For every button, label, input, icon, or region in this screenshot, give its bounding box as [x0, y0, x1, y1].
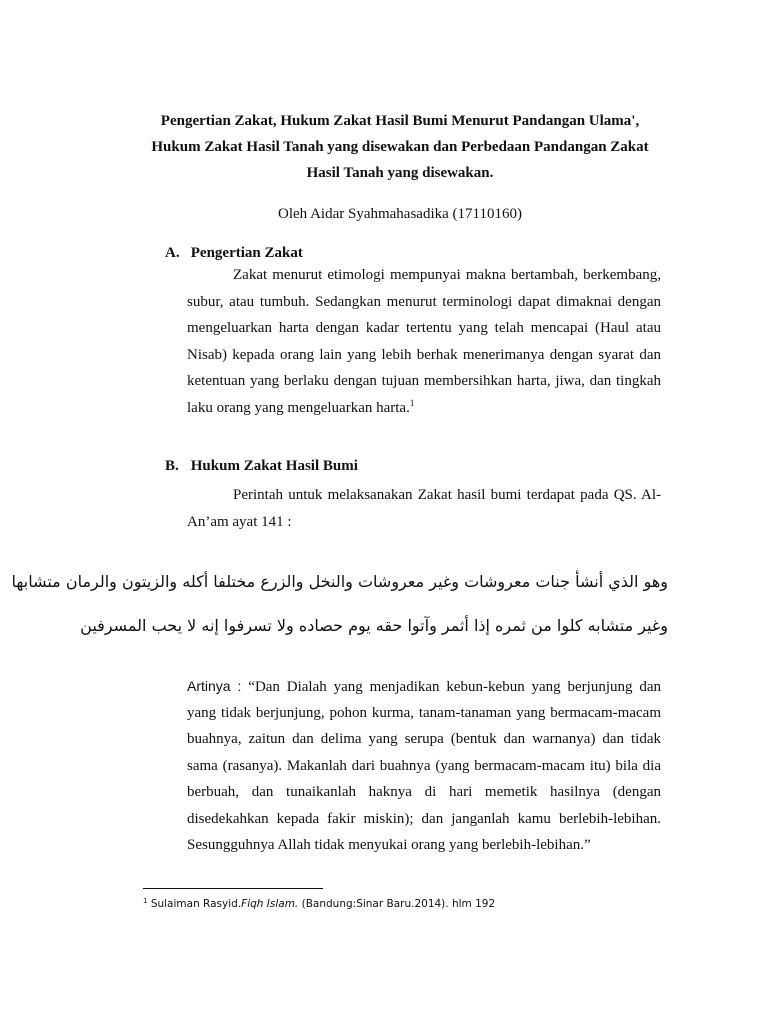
- section-b-heading: [165, 455, 358, 477]
- footnote-number: 1: [143, 897, 148, 905]
- translation-line: buahnya, zaitun dan delima yang serupa (bentuk dan warnanya) dan tidak: [187, 731, 661, 747]
- arabic-line: وغير متشابه كلوا من ثمره إذا أثمر وآتوا حقه يوم حصاده ولا تسرفوا إنه لا يحب المسرفين: [80, 616, 668, 635]
- translation-line: yang tidak berjunjung, pohon kurma, tanam-tanaman yang bermacam-macam: [187, 704, 661, 721]
- paragraph-line: Nisab) kepada orang lain yang lebih berhak menerimanya dengan syarat dan: [187, 346, 661, 363]
- translation-line-text: “Dan Dialah yang menjadikan kebun-kebun yang berjunjung dan: [248, 679, 661, 695]
- author-line: Oleh Aidar Syahmahasadika (17110160): [278, 206, 522, 222]
- footnote-ref[interactable]: 1: [409, 397, 415, 408]
- translation-first-line: [187, 678, 661, 705]
- paragraph-line: Perintah untuk melaksanakan Zakat hasil bumi terdapat pada QS. Al-: [233, 487, 661, 503]
- translation-line: berbuah, dan tunaikanlah haknya di hari memetik hasilnya (dengan: [187, 784, 661, 800]
- footnote-page: hlm 192: [451, 898, 496, 910]
- footnote-publisher: (Bandung:Sinar Baru.2014).: [301, 898, 449, 910]
- paragraph-line-text: laku orang yang mengeluarkan harta.: [187, 399, 410, 416]
- section-a-paragraph: [187, 262, 661, 421]
- footnote-book: Fiqh Islam.: [241, 898, 299, 910]
- paragraph-line: An’am ayat 141 :: [187, 513, 292, 530]
- translation-line: sama (rasanya). Makanlah dari buahnya (yang bermacam-macam itu) bila dia: [187, 757, 661, 774]
- verse-translation: [187, 678, 661, 864]
- section-a-heading: [165, 242, 303, 264]
- section-b-number: B.: [165, 458, 179, 474]
- title-line: Hukum Zakat Hasil Tanah yang disewakan dan Perbedaan Pandangan Zakat: [151, 139, 649, 155]
- translation-line: disedekahkan kepada fakir miskin); dan janganlah kamu berlebih-lebihan.: [187, 810, 661, 827]
- footnote-separator: [143, 888, 323, 889]
- paragraph-last-line: [187, 395, 661, 422]
- arabic-line: وهو الذي أنشأ جنات معروشات وغير معروشات والنخل والزرع مختلفا أكله والزيتون والرمان متشابها: [11, 572, 668, 591]
- document-title: [130, 108, 670, 186]
- section-a-number: A.: [165, 245, 180, 261]
- section-b-intro: [187, 482, 661, 535]
- footnote-author: Sulaiman Rasyid.: [150, 898, 242, 910]
- title-line: Hasil Tanah yang disewakan.: [306, 165, 494, 181]
- translation-label: Artinya :: [187, 678, 242, 694]
- quran-verse-arabic: [11, 560, 668, 648]
- paragraph-line: mengeluarkan harta dengan kadar tertentu yang telah mencapai (Haul atau: [187, 320, 661, 336]
- footnote: [143, 897, 495, 911]
- translation-line: Sesungguhnya Allah tidak menyukai orang yang berlebih-lebihan.”: [187, 837, 591, 853]
- section-a-title: Pengertian Zakat: [190, 245, 303, 261]
- section-b-title: Hukum Zakat Hasil Bumi: [190, 458, 358, 474]
- paragraph-line: Zakat menurut etimologi mempunyai makna bertambah, berkembang,: [233, 267, 661, 283]
- title-line: Pengertian Zakat, Hukum Zakat Hasil Bumi Menurut Pandangan Ulama',: [160, 113, 640, 129]
- paragraph-line: subur, atau tumbuh. Sedangkan menurut terminologi dapat dimaknai dengan: [187, 293, 661, 310]
- paragraph-line: ketentuan yang berlaku dengan tujuan membersihkan harta, jiwa, dan tingkah: [187, 373, 661, 389]
